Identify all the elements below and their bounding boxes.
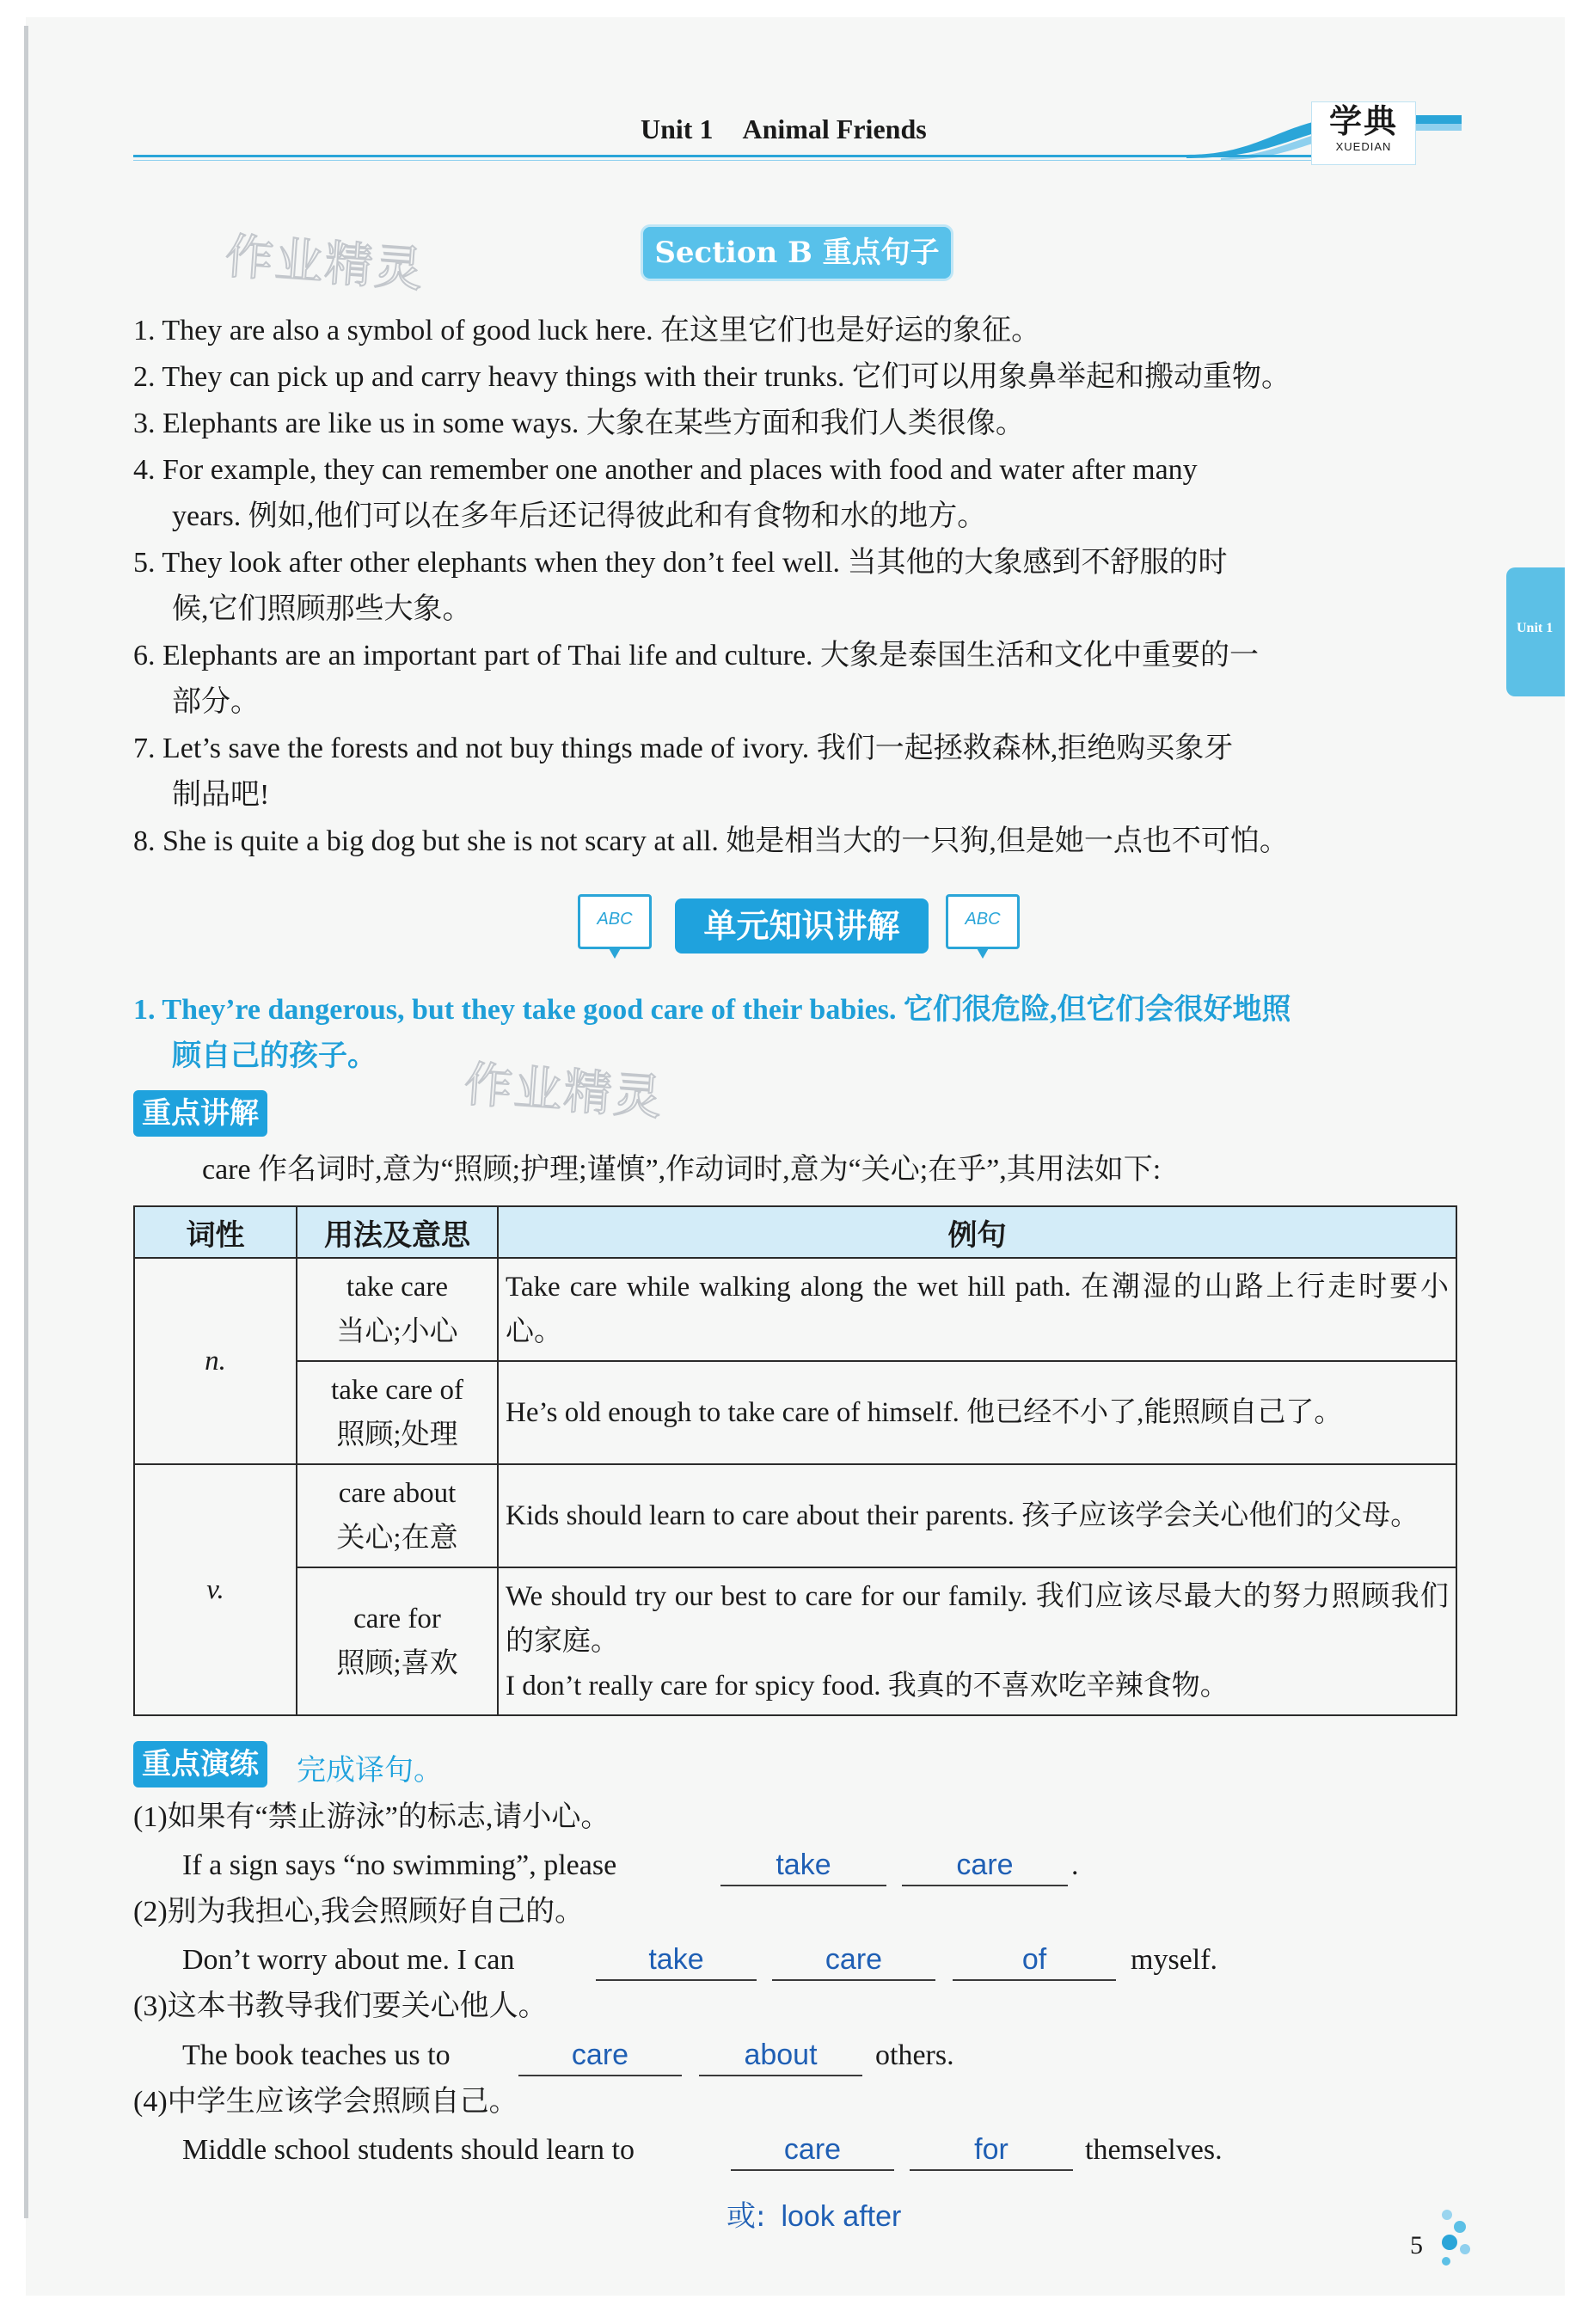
example-cell (498, 1258, 1456, 1361)
sentence-chinese: 我们一起拯救森林,拒绝购买象牙 (816, 733, 1234, 764)
usage-cell (297, 1464, 498, 1567)
sentence-continuation: years. 例如,他们可以在多年后还记得彼此和有食物和水的地方。 (172, 500, 987, 532)
page-number-dots (1434, 2208, 1486, 2285)
practice-tag: 重点演练 (133, 1741, 267, 1787)
key-point-number: 1. (133, 994, 156, 1026)
sentence-number: 6. (133, 640, 156, 671)
usage-chinese: 照顾;处理 (336, 1420, 458, 1450)
exercise-prefix: If a sign says “no swimming”, please (182, 1849, 617, 1881)
sentence-item (133, 726, 1457, 819)
sentence-number: 2. (133, 361, 156, 393)
table-header: 例句 (498, 1206, 1456, 1258)
part-of-speech: v. (134, 1464, 297, 1715)
sentence-english: She is quite a big dog but she is not scary at all. (162, 825, 719, 857)
answer-blank[interactable]: care (731, 2130, 894, 2171)
sentence-english: They look after other elephants when they don’t feel well. (162, 547, 841, 579)
usage-cell (297, 1567, 498, 1715)
exercise-prefix: Middle school students should learn to (182, 2134, 635, 2166)
exercise-prompt: (1)如果有“禁止游泳”的标志,请小心。 (133, 1801, 610, 1833)
sentence-number: 8. (133, 825, 156, 857)
exercise-suffix: themselves. (1085, 2134, 1223, 2166)
answer-blank[interactable]: care (518, 2035, 682, 2076)
abc-label: ABC (965, 910, 1001, 929)
header-title: Animal Friends (742, 113, 927, 144)
table-row (134, 1258, 1456, 1361)
usage-chinese: 照顾;喜欢 (336, 1648, 458, 1679)
exercise-english (182, 1843, 616, 1888)
header-rule-thin (133, 160, 1337, 161)
sentence-english: Elephants are an important part of Thai life and culture. (162, 640, 813, 671)
key-point-chinese: 它们很危险,但它们会很好地照 (904, 994, 1291, 1026)
sentence-item (133, 401, 1457, 447)
abc-board-icon (578, 894, 652, 949)
sentence-number: 1. (133, 315, 156, 346)
usage-chinese: 关心;在意 (336, 1523, 458, 1554)
binding-edge (24, 26, 28, 2218)
abc-board-icon (946, 894, 1020, 949)
example-sentence: We should try our best to care for our family. 我们应该尽最大的努力照顾我们的家庭。 (506, 1581, 1449, 1657)
sentence-number: 5. (133, 547, 156, 579)
usage-cell (297, 1361, 498, 1464)
part-of-speech: n. (134, 1258, 297, 1464)
sentence-item (133, 540, 1457, 633)
usage-chinese: 当心;小心 (336, 1316, 458, 1347)
sentence-chinese: 大象在某些方面和我们人类很像。 (585, 408, 1025, 439)
table-header-row (134, 1206, 1456, 1258)
table-header: 词性 (134, 1206, 297, 1258)
sentence-english: For example, they can remember one another and places with food and water after many (162, 454, 1198, 486)
answer-blank[interactable]: of (953, 1940, 1116, 1981)
sentence-english: Let’s save the forests and not buy things made of ivory. (162, 733, 810, 764)
running-header (641, 113, 927, 145)
side-unit-tab (1506, 567, 1565, 696)
exercise-prompt: (3)这本书教导我们要关心他人。 (133, 1990, 548, 2022)
example-cell (498, 1361, 1456, 1464)
section-b-title: Section B 重点句子 (643, 227, 951, 279)
example-cell (498, 1464, 1456, 1567)
alternative-label: 或: (726, 2199, 766, 2234)
sentence-number: 4. (133, 454, 156, 486)
abc-label: ABC (597, 910, 633, 929)
sentence-english: They are also a symbol of good luck here. (162, 315, 653, 346)
answer-blank[interactable]: take (720, 1845, 886, 1886)
sentence-number: 7. (133, 733, 156, 764)
header-rule (133, 155, 1337, 157)
exercise-suffix: . (1071, 1849, 1079, 1881)
table-row (134, 1464, 1456, 1567)
table-header: 用法及意思 (297, 1206, 498, 1258)
exercise-prompt: (2)别为我担心,我会照顾好自己的。 (133, 1896, 585, 1928)
answer-blank[interactable]: for (910, 2130, 1073, 2171)
sentence-chinese: 大象是泰国生活和文化中重要的一 (820, 640, 1260, 671)
example-sentence: Kids should learn to care about their parents. 孩子应该学会关心他们的父母。 (506, 1500, 1419, 1531)
logo-chinese: 学典 (1328, 101, 1398, 140)
table-row (134, 1361, 1456, 1464)
sentence-item (133, 819, 1457, 865)
sentence-item (133, 308, 1457, 354)
answer-blank[interactable]: take (596, 1940, 757, 1981)
key-point-english: They’re dangerous, but they take good care of their babies. (162, 994, 897, 1026)
sentence-chinese: 当其他的大象感到不舒服的时 (847, 547, 1228, 579)
key-point-sentence (133, 987, 1457, 1080)
exercise-suffix: myself. (1131, 1944, 1218, 1976)
example-sentence: He’s old enough to take care of himself. 他已经不小了,能照顾自己了。 (506, 1397, 1343, 1428)
side-tab-label: Unit 1 (1517, 621, 1554, 635)
usage-english: take care of (331, 1375, 463, 1406)
exercise-prefix: Don’t worry about me. I can (182, 1944, 515, 1976)
answer-blank[interactable]: care (902, 1845, 1068, 1886)
sentence-chinese: 它们可以用象鼻举起和搬动重物。 (851, 361, 1291, 393)
sentence-item (133, 354, 1457, 401)
watermark: 作业精灵 (462, 1056, 665, 1127)
exercise-suffix: others. (875, 2039, 954, 2071)
usage-intro: care 作名词时,意为“照顾;护理;谨慎”,作动词时,意为“关心;在乎”,其用法如下: (202, 1154, 1162, 1186)
sentence-english: They can pick up and carry heavy things with their trunks. (162, 361, 845, 393)
watermark: 作业精灵 (223, 228, 426, 299)
explain-tag: 重点讲解 (133, 1090, 267, 1137)
page-number: 5 (1410, 2231, 1423, 2260)
publisher-logo (1311, 101, 1416, 165)
exercise-prefix: The book teaches us to (182, 2039, 451, 2071)
table-row (134, 1567, 1456, 1715)
example-sentence: I don’t really care for spicy food. 我真的不喜欢吃辛辣食物。 (506, 1671, 1229, 1702)
sentence-chinese: 在这里它们也是好运的象征。 (660, 315, 1041, 346)
usage-english: take care (346, 1272, 449, 1303)
alternative-text: look after (781, 2200, 902, 2233)
unit-knowledge-banner: 单元知识讲解 (675, 898, 929, 954)
alternative-answer (726, 2192, 901, 2235)
header-unit: Unit 1 (641, 113, 714, 144)
sentence-chinese: 她是相当大的一只狗,但是她一点也不可怕。 (726, 825, 1289, 857)
exercise-prompt: (4)中学生应该学会照顾自己。 (133, 2086, 518, 2118)
sentence-number: 3. (133, 408, 156, 439)
sentence-continuation: 部分。 (172, 686, 260, 718)
answer-blank[interactable]: about (699, 2035, 862, 2076)
sentence-continuation: 候,它们照顾那些大象。 (172, 593, 472, 625)
key-point-continuation: 顾自己的孩子。 (172, 1040, 377, 1072)
usage-english: care about (338, 1478, 457, 1509)
answer-blank[interactable]: care (772, 1940, 935, 1981)
example-cell (498, 1567, 1456, 1715)
sentence-english: Elephants are like us in some ways. (162, 408, 579, 439)
sentence-item (133, 447, 1457, 540)
usage-table (133, 1205, 1457, 1716)
sentence-continuation: 制品吧! (172, 779, 270, 811)
sentence-item (133, 633, 1457, 726)
usage-cell (297, 1258, 498, 1361)
usage-english: care for (353, 1603, 441, 1634)
example-sentence: Take care while walking along the wet hill path. 在潮湿的山路上行走时要小心。 (506, 1272, 1449, 1347)
practice-instruction: 完成译句。 (297, 1753, 443, 1787)
logo-english: XUEDIAN (1335, 140, 1392, 153)
